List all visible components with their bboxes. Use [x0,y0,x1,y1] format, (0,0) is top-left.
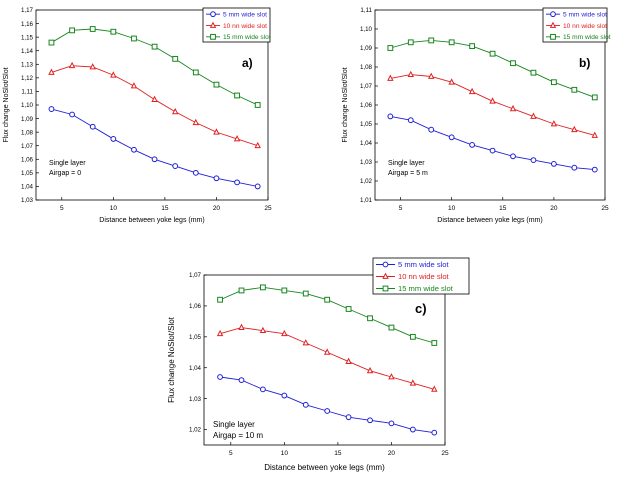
x-tick-label: 25 [264,205,272,212]
data-point [325,409,330,414]
panel-label: c) [415,301,427,316]
data-point [410,427,415,432]
data-point [572,127,577,132]
y-tick-label: 1,11 [21,88,33,96]
data-point [303,340,308,345]
data-point [303,402,308,407]
data-point [449,40,454,45]
data-point [511,154,516,159]
data-point [193,70,198,75]
data-point [218,331,223,336]
legend-swatch-marker [551,34,556,39]
y-tick-label: 1,13 [20,61,33,69]
data-point [592,95,597,100]
y-tick-label: 1,17 [20,7,33,15]
y-tick-label: 1,02 [188,426,201,434]
data-point [388,76,393,81]
data-point [388,114,393,119]
data-point [325,349,330,354]
data-point [490,98,495,103]
data-point [152,44,157,49]
data-point [235,136,240,141]
legend-label: 10 nn wide slot [223,22,267,30]
data-point [592,167,597,172]
legend-swatch-marker [211,12,216,17]
data-point [511,61,516,66]
data-point [282,331,287,336]
legend-label: 10 nn wide slot [563,22,607,30]
data-point [592,133,597,138]
y-tick-label: 1,14 [20,47,33,55]
x-axis-label: Distance between yoke legs (mm) [437,217,543,224]
x-tick-label: 10 [280,450,288,457]
data-point [255,143,260,148]
legend-label: 15 mm wide slot [398,283,453,293]
y-tick-label: 1,09 [20,115,33,123]
data-point [152,97,157,102]
x-tick-label: 15 [161,205,169,212]
data-point [531,114,536,119]
series-line-2 [51,66,257,146]
data-point [132,36,137,41]
legend-swatch-marker [383,262,388,267]
data-point [429,38,434,43]
x-tick-label: 10 [448,205,456,212]
data-point [282,288,287,293]
data-point [255,184,260,189]
x-tick-label: 5 [398,205,403,212]
data-point [388,46,393,51]
chart-panel-a [3,7,272,224]
y-tick-label: 1,10 [359,26,372,34]
x-tick-label: 25 [441,450,449,457]
y-tick-label: 1,06 [359,102,372,110]
data-point [449,135,454,140]
y-tick-label: 1,11 [360,7,372,15]
data-point [255,103,260,108]
data-point [239,288,244,293]
data-point [325,297,330,302]
series-line-1 [51,109,257,186]
legend-label: 5 mm wide slot [398,259,449,269]
data-point [261,387,266,392]
annotation-line-1: Single layer [213,420,255,429]
data-point [531,70,536,75]
data-point [572,87,577,92]
x-tick-label: 10 [109,205,117,212]
x-tick-label: 15 [334,450,342,457]
x-tick-label: 25 [601,205,609,212]
data-point [303,291,308,296]
data-point [218,375,223,380]
chart-panel-b [342,7,611,224]
data-point [239,325,244,330]
data-point [490,148,495,153]
data-point [173,56,178,61]
series-line-3 [390,40,594,97]
y-tick-label: 1,08 [20,129,33,137]
x-tick-label: 15 [499,205,507,212]
legend-label: 5 mm wide slot [223,11,267,19]
data-point [511,106,516,111]
legend [543,8,611,42]
data-point [531,158,536,163]
data-point [408,72,413,77]
y-tick-label: 1,03 [359,159,372,167]
data-point [470,89,475,94]
y-tick-label: 1,06 [20,156,33,164]
data-point [432,387,437,392]
data-point [346,307,351,312]
y-tick-label: 1,12 [20,75,33,83]
y-axis-label: Flux change NoSlot/Slot [342,67,349,143]
annotation-line-2: Airgap = 5 m [388,170,428,177]
y-tick-label: 1,02 [359,178,372,186]
data-point [429,74,434,79]
annotation-line-1: Single layer [49,160,86,167]
data-point [70,63,75,68]
y-tick-label: 1,05 [188,334,201,342]
data-point [432,341,437,346]
y-tick-label: 1,04 [359,140,372,148]
data-point [90,124,95,129]
data-point [173,109,178,114]
data-point [49,70,54,75]
y-tick-label: 1,05 [20,170,33,178]
data-point [410,334,415,339]
data-point [368,418,373,423]
y-tick-label: 1,01 [359,197,372,205]
legend-label: 15 mm wide slot [223,34,271,42]
data-point [346,415,351,420]
data-point [214,82,219,87]
data-point [214,176,219,181]
data-point [572,165,577,170]
data-point [551,121,556,126]
y-tick-label: 1,03 [188,395,201,403]
legend-swatch-marker [383,286,388,291]
y-tick-label: 1,10 [20,102,33,110]
data-point [282,393,287,398]
data-point [432,430,437,435]
panel-label: b) [579,56,591,70]
x-axis-label: Distance between yoke legs (mm) [99,217,205,224]
data-point [70,112,75,117]
x-tick-label: 20 [212,205,221,212]
data-point [470,143,475,148]
data-point [90,64,95,69]
legend [203,8,271,42]
x-axis-label: Distance between yoke legs (mm) [264,463,385,472]
data-point [261,285,266,290]
data-point [132,147,137,152]
y-tick-label: 1,04 [188,364,201,372]
data-point [429,127,434,132]
data-point [389,325,394,330]
data-point [368,368,373,373]
data-point [389,374,394,379]
panel-label: a) [242,56,253,70]
series-line-2 [220,328,434,390]
data-point [551,162,556,167]
data-point [470,44,475,49]
y-tick-label: 1,08 [359,64,372,72]
data-point [408,118,413,123]
x-tick-label: 5 [228,450,233,457]
y-tick-label: 1,15 [20,34,33,42]
x-tick-label: 5 [59,205,64,212]
legend-swatch-marker [211,34,216,39]
data-point [551,80,556,85]
data-point [235,93,240,98]
x-tick-label: 20 [387,450,396,457]
data-point [239,378,244,383]
series-line-3 [220,287,434,343]
data-point [193,120,198,125]
data-point [90,27,95,32]
data-point [132,83,137,88]
data-point [410,380,415,385]
annotation-line-2: Airgap = 0 [49,170,82,177]
data-point [49,40,54,45]
data-point [408,40,413,45]
data-point [111,29,116,34]
x-tick-label: 20 [550,205,558,212]
data-point [193,170,198,175]
data-point [111,72,116,77]
y-tick-label: 1,16 [20,20,33,28]
data-point [261,328,266,333]
data-point [152,157,157,162]
legend [373,258,469,294]
y-tick-label: 1,04 [20,183,33,191]
data-point [111,137,116,142]
data-point [490,51,495,56]
y-tick-label: 1,03 [20,197,33,205]
series-line-2 [390,75,594,136]
data-point [218,297,223,302]
data-point [173,164,178,169]
chart-panel-c [167,258,469,472]
y-axis-label: Flux change NoSlot/Slot [167,317,176,403]
data-point [368,316,373,321]
data-point [449,79,454,84]
annotation-line-2: Airgap = 10 m [213,431,264,440]
legend-label: 15 mm wide slot [563,34,611,42]
y-tick-label: 1,06 [188,303,201,311]
legend-label: 10 nn wide slot [398,271,449,281]
y-tick-label: 1,07 [359,83,372,91]
data-point [235,180,240,185]
y-tick-label: 1,07 [20,142,33,150]
y-tick-label: 1,07 [188,272,201,280]
data-point [214,129,219,134]
y-tick-label: 1,09 [359,45,372,53]
annotation-line-1: Single layer [388,160,425,167]
data-point [70,28,75,33]
y-axis-label: Flux change NoSlot/Slot [3,67,10,143]
y-tick-label: 1,05 [359,121,372,129]
legend-label: 5 mm wide slot [563,11,607,19]
legend-swatch-marker [551,12,556,17]
data-point [346,359,351,364]
data-point [389,421,394,426]
data-point [49,107,54,112]
